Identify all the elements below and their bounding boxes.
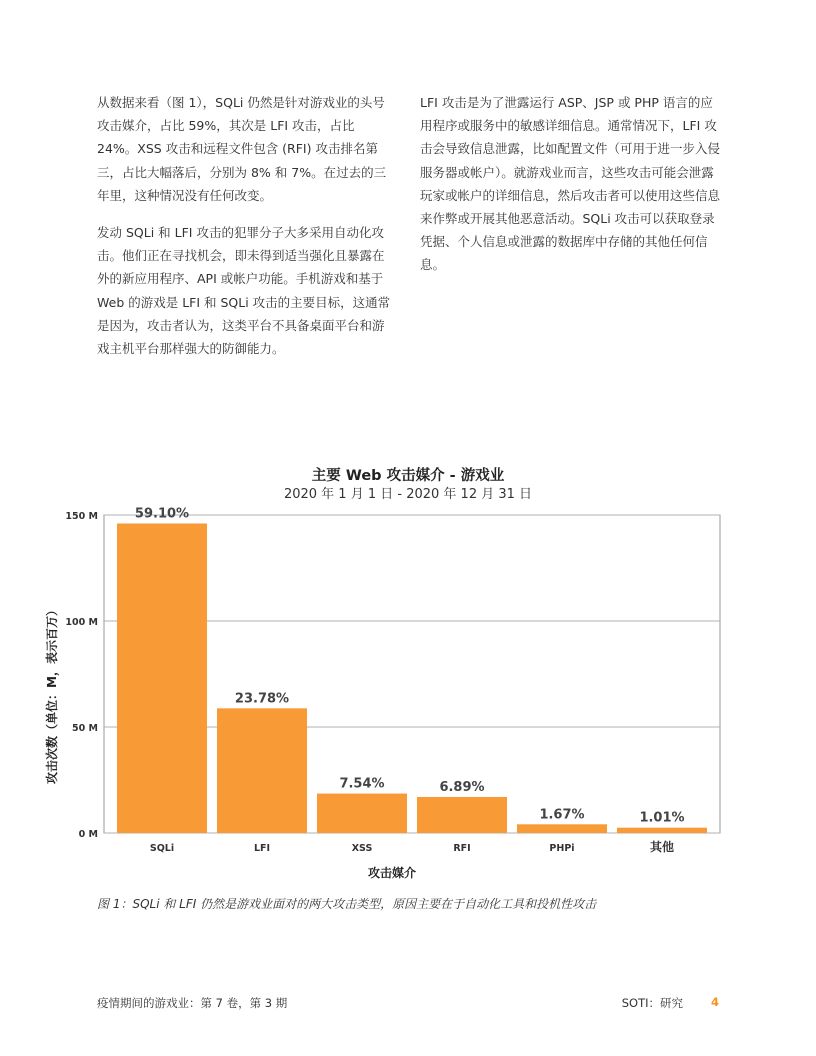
x-tick-label: 其他 xyxy=(649,840,675,854)
data-label: 23.78% xyxy=(234,691,290,707)
bar-其他 xyxy=(617,828,707,833)
bar-PHPi xyxy=(517,824,607,833)
x-tick-label: SQLi xyxy=(149,843,175,854)
bar-LFI xyxy=(217,708,307,833)
y-axis-label: 攻击次数（单位：M，表示百万） xyxy=(45,604,59,784)
chart-subtitle: 2020 年 1 月 1 日 - 2020 年 12 月 31 日 xyxy=(283,487,533,502)
bar-XSS xyxy=(317,794,407,833)
figure-caption: 图 1：SQLi 和 LFI 仍然是游戏业面对的两大攻击类型，原因主要在于自动化工具和投机性攻击 xyxy=(97,897,597,911)
paragraph: 发动 SQLi 和 LFI 攻击的犯罪分子大多采用自动化攻击。他们正在寻找机会，即未得到适当强化且暴露在外的新应用程序、API 或帐户功能。手机游戏和基于 Web 的游戏是 LFI 和 SQLi 攻击的主要目标，这通常是因为，攻击者认为，这类平台不具备桌面平台和游戏主机平台那样强大的防御能力。 xyxy=(97,225,391,357)
y-tick-label: 100 M xyxy=(65,617,98,628)
paragraph: 从数据来看（图 1），SQLi 仍然是针对游戏业的头号攻击媒介，占比 59%，其次是 LFI 攻击，占比 24%。XSS 攻击和远程文件包含 (RFI) 攻击排名第三，占比大幅落后，分别为 8% 和 7%。在过去的三年里，这种情况没有任何改变。 xyxy=(97,95,387,203)
data-label: 6.89% xyxy=(439,779,485,795)
data-label: 7.54% xyxy=(339,776,385,792)
chart-title: 主要 Web 攻击媒介 - 游戏业 xyxy=(311,468,505,484)
footer-section: SOTI：研究 xyxy=(621,996,683,1010)
y-tick-label: 50 M xyxy=(72,723,98,734)
data-label: 1.01% xyxy=(639,810,685,826)
data-label: 1.67% xyxy=(539,807,585,823)
paragraph: LFI 攻击是为了泄露运行 ASP、JSP 或 PHP 语言的应用程序或服务中的敏感详细信息。通常情况下，LFI 攻击会导致信息泄露，比如配置文件（可用于进一步入侵服务器或帐户）。就游戏业而言，这些攻击可能会泄露玩家或帐户的详细信息，然后攻击者可以使用这些信息来作弊或开展其他恶意活动。SQLi 攻击可以获取登录凭据、个人信息或泄露的数据库中存储的其他任何信息。 xyxy=(420,95,721,273)
x-tick-label: LFI xyxy=(253,843,271,854)
x-axis-label: 攻击媒介 xyxy=(367,866,417,880)
x-tick-label: RFI xyxy=(453,843,471,854)
y-tick-label: 0 M xyxy=(78,829,98,840)
bar-RFI xyxy=(417,797,507,833)
bar-SQLi xyxy=(117,523,207,833)
y-tick-label: 150 M xyxy=(65,511,98,522)
x-tick-label: XSS xyxy=(351,843,373,854)
x-tick-label: PHPi xyxy=(549,843,575,854)
page-number: 4 xyxy=(711,995,720,1009)
footer-publication: 疫情期间的游戏业：第 7 卷，第 3 期 xyxy=(97,996,288,1010)
data-label: 59.10% xyxy=(134,506,190,522)
